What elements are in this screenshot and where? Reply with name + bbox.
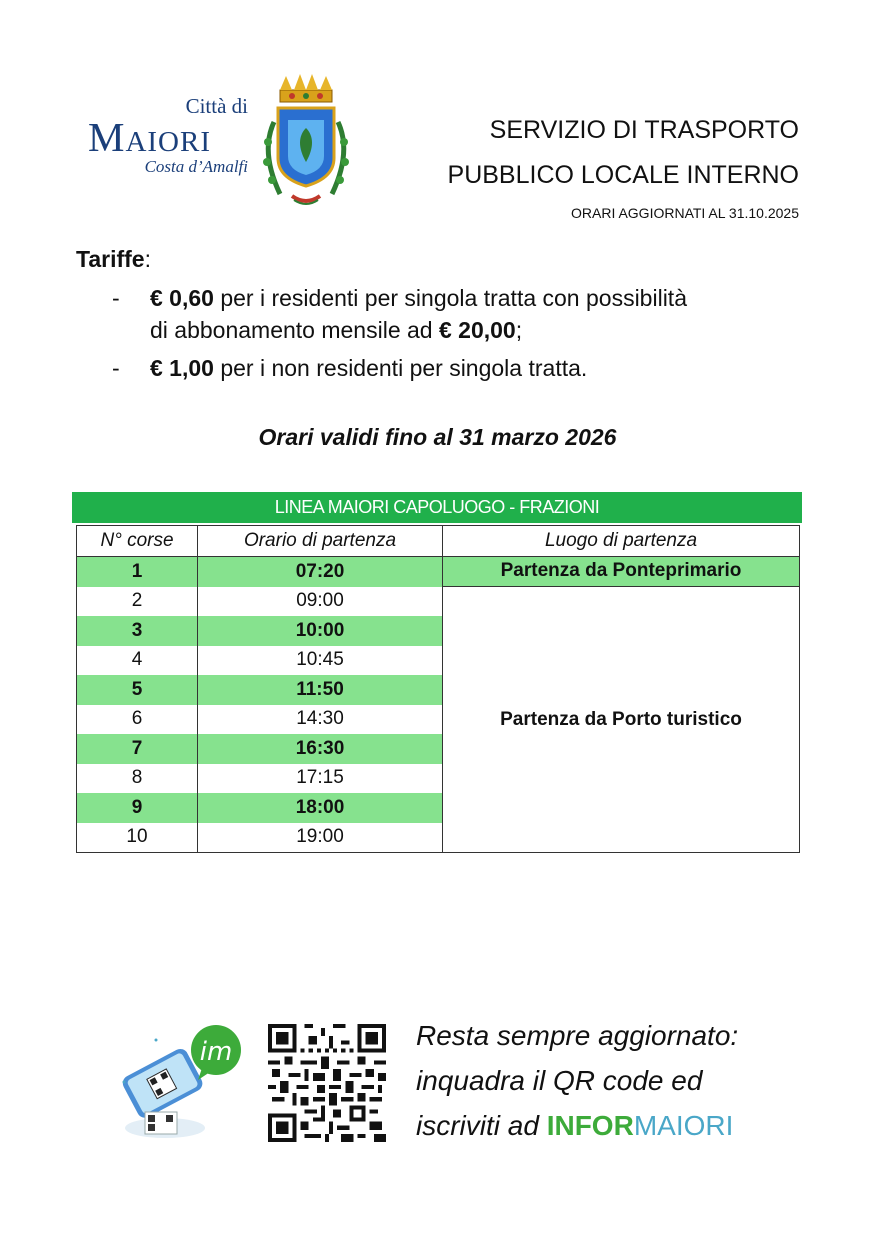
run-number: 3 xyxy=(77,616,198,646)
tariff-item-residents-cont xyxy=(150,314,522,346)
tariff-dash-2: - xyxy=(112,355,120,381)
departure-time: 09:00 xyxy=(198,587,443,617)
brand-infor: INFOR xyxy=(546,1110,634,1141)
departure-time: 19:00 xyxy=(198,823,443,853)
logo-maiori xyxy=(88,114,248,160)
departure-time: 17:15 xyxy=(198,764,443,794)
city-crest-icon xyxy=(258,72,353,212)
run-number: 6 xyxy=(77,705,198,735)
qr-code-icon[interactable] xyxy=(268,1024,386,1142)
tariff-item-nonresidents xyxy=(112,352,587,384)
run-number: 4 xyxy=(77,646,198,676)
promo-line2: inquadra il QR code ed xyxy=(416,1065,703,1096)
tariffs-title xyxy=(76,246,151,273)
run-number: 10 xyxy=(77,823,198,853)
tariff-text-end: ; xyxy=(515,317,523,343)
run-number: 8 xyxy=(77,764,198,794)
promo-line1: Resta sempre aggiornato: xyxy=(416,1020,739,1051)
run-number: 5 xyxy=(77,675,198,705)
line-title-banner: LINEA MAIORI CAPOLUOGO - FRAZIONI xyxy=(72,492,802,523)
logo-costa: Costa d’Amalfi xyxy=(144,157,248,176)
run-number: 9 xyxy=(77,793,198,823)
departure-time: 10:45 xyxy=(198,646,443,676)
schedule-table xyxy=(76,525,800,853)
col-header-number: N° corse xyxy=(77,526,198,557)
tariff-price-residents: € 0,60 xyxy=(150,285,214,311)
run-number: 1 xyxy=(77,556,198,587)
phone-scan-illustration-icon xyxy=(110,1020,245,1145)
tariff-price-subscription: € 20,00 xyxy=(438,317,516,343)
tariff-text-subscription: di abbonamento mensile ad xyxy=(150,317,439,343)
tariff-text-residents: per i residenti per singola tratta con possibilità xyxy=(213,285,687,311)
col-header-time: Orario di partenza xyxy=(198,526,443,557)
departure-time: 18:00 xyxy=(198,793,443,823)
departure-time: 07:20 xyxy=(198,556,443,587)
header-updated-date: ORARI AGGIORNATI AL 31.10.2025 xyxy=(571,205,799,221)
brand-maiori: MAIORI xyxy=(633,1110,734,1141)
header-title-line1: SERVIZIO DI TRASPORTO xyxy=(489,116,799,144)
validity-notice: Orari validi fino al 31 marzo 2026 xyxy=(258,424,617,450)
logo-citta: Città di xyxy=(185,94,248,118)
departure-place: Partenza da Porto turistico xyxy=(443,587,800,853)
departure-time: 16:30 xyxy=(198,734,443,764)
tariff-dash-1: - xyxy=(112,285,120,311)
table-row xyxy=(77,587,800,617)
departure-time: 11:50 xyxy=(198,675,443,705)
tariff-item-residents xyxy=(112,282,687,314)
logo-maiori-text: Maiori xyxy=(88,114,211,160)
departure-time: 10:00 xyxy=(198,616,443,646)
promo-line3-text: iscriviti ad xyxy=(416,1110,547,1141)
header-title-line2: PUBBLICO LOCALE INTERNO xyxy=(447,161,799,189)
run-number: 7 xyxy=(77,734,198,764)
tariffs-title-colon: : xyxy=(144,246,151,272)
tariff-text-nonresidents: per i non residenti per singola tratta. xyxy=(213,355,588,381)
departure-place: Partenza da Ponteprimario xyxy=(443,556,800,587)
col-header-place: Luogo di partenza xyxy=(443,526,800,557)
run-number: 2 xyxy=(77,587,198,617)
tariffs-title-text: Tariffe xyxy=(76,246,145,272)
schedule-header-row xyxy=(77,526,800,557)
departure-time: 14:30 xyxy=(198,705,443,735)
promo-line3 xyxy=(416,1110,733,1142)
tariff-price-nonresidents: € 1,00 xyxy=(150,355,214,381)
table-row xyxy=(77,556,800,587)
app-badge-text: im xyxy=(199,1037,233,1067)
city-logo-text xyxy=(88,95,248,177)
